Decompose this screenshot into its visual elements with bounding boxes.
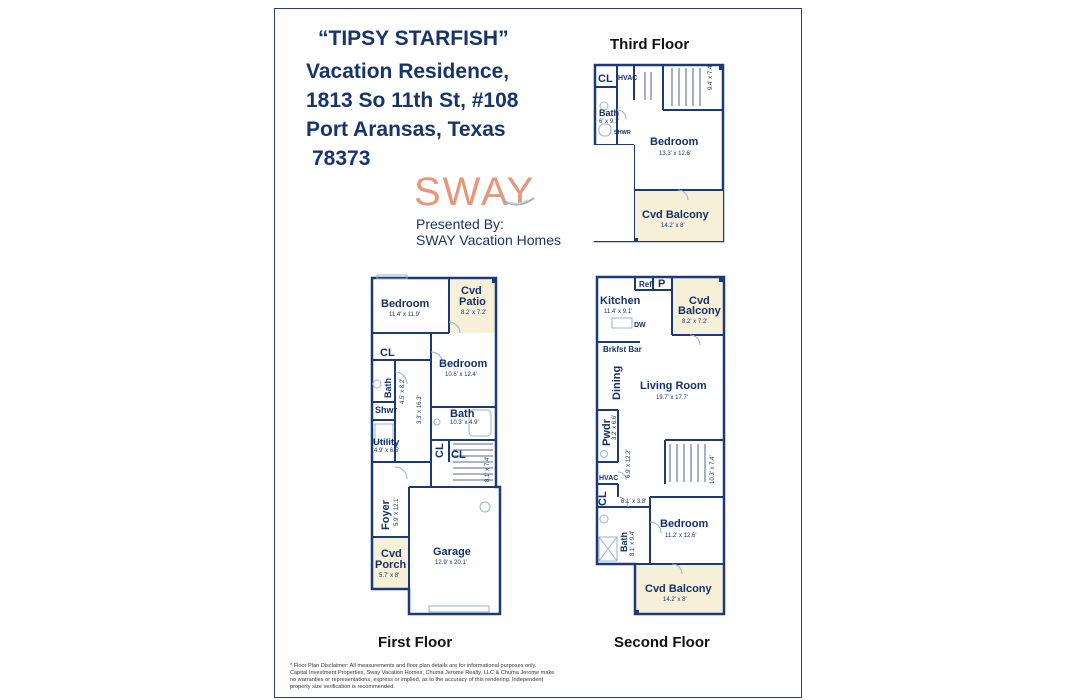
first-bath-b-label: Bath xyxy=(450,408,475,420)
first-bath-b-dim: 10.3' x 4.9' xyxy=(450,420,479,426)
third-bath-label: Bath xyxy=(599,108,619,118)
second-cl-dim: 6.1' x 3.8' xyxy=(621,499,647,505)
property-street: 1813 So 11th St, #108 xyxy=(306,89,519,112)
first-cl-b-label: CL xyxy=(434,443,446,458)
first-bath-a-label: Bath xyxy=(383,378,393,398)
second-balcony-b-label: Cvd Balcony xyxy=(645,583,712,595)
second-kitchen-dim: 11.4' x 9.1' xyxy=(604,309,633,315)
third-balcony-label: Cvd Balcony xyxy=(642,209,709,221)
first-floor-title: First Floor xyxy=(378,634,453,651)
second-bedroom-label: Bedroom xyxy=(660,518,709,530)
first-cl-c-label: CL xyxy=(451,449,466,461)
first-foyer-label: Foyer xyxy=(380,500,392,530)
first-floor-plan xyxy=(365,272,515,622)
second-powder-dim: 3.2' x 6.6' xyxy=(612,414,618,440)
first-patio-label-2: Patio xyxy=(459,296,486,308)
first-garage-label: Garage xyxy=(433,546,471,558)
floor-plan-disclaimer: * Floor Plan Disclaimer: All measurements and floor plan details are for informational purposes only. Capital Investment Properties, Sway Vacation Homes, Chuma Jerome Realty, LLC & Chuma Jerome make no warranties or representations, express or implied, as to the accuracy of this rendering. Independent property size verification is recommended. xyxy=(290,663,555,690)
second-hvac-label: HVAC xyxy=(599,475,619,482)
property-city: Port Aransas, Texas xyxy=(306,118,506,141)
third-hvac-label: HVAC xyxy=(618,75,638,82)
third-bedroom-dim: 13.3' x 12.6' xyxy=(659,151,691,157)
second-dining-label: Dining xyxy=(611,365,623,400)
first-bedroom-a-label: Bedroom xyxy=(381,298,430,310)
second-bedroom-dim: 11.2' x 12.6' xyxy=(665,533,697,539)
second-living-label: Living Room xyxy=(640,380,707,392)
first-porch-label: Cvd xyxy=(381,548,402,560)
second-kitchen-label: Kitchen xyxy=(600,295,641,307)
first-bath-a-dim: 4.5' x 8.2' xyxy=(400,378,406,404)
first-patio-dim: 8.2' x 7.2' xyxy=(461,310,487,316)
second-living-dim: 19.7' x 17.7' xyxy=(656,395,688,401)
second-hall-dim: 6.9' x 12.2' xyxy=(626,449,632,478)
third-stair-dim: 9.4' x 7.4' xyxy=(708,64,714,90)
first-cl-a-label: CL xyxy=(380,347,395,359)
first-foyer-dim: 5.9' x 12.1' xyxy=(394,497,400,526)
sway-logo-swoosh-icon xyxy=(500,194,536,208)
first-porch-dim: 5.7' x 8' xyxy=(379,573,400,579)
second-powder-label: Pwdr xyxy=(601,419,613,446)
third-bath-dim: 6' x 9.1' xyxy=(599,119,620,125)
first-utility-dim: 4.9' x 6.5' xyxy=(374,448,400,454)
first-utility-label: Utility xyxy=(373,437,400,448)
third-floor-title: Third Floor xyxy=(610,36,690,53)
second-balcony-b-dim: 14.2' x 8' xyxy=(663,597,687,603)
property-zip: 78373 xyxy=(312,147,371,170)
third-balcony-dim: 14.2' x 8' xyxy=(661,223,685,229)
sway-logo: SWAY xyxy=(414,170,536,214)
second-pantry-label: P xyxy=(658,278,666,290)
second-floor-plan xyxy=(590,272,735,622)
second-cl-label: CL xyxy=(597,491,609,506)
first-bedroom-b-label: Bedroom xyxy=(439,358,488,370)
second-balcony-a-label: Cvd xyxy=(689,295,710,307)
first-bedroom-b-dim: 10.6' x 12.4' xyxy=(445,372,477,378)
second-breakfast-bar-label: Brkfst Bar xyxy=(603,345,642,354)
second-bath-dim: 8.1' x 9.4' xyxy=(630,530,636,556)
second-ref-label: Ref xyxy=(639,280,652,289)
second-stair-dim: 10.3' x 7.4' xyxy=(710,455,716,484)
first-stair-dim: 8.1' x 7.4' xyxy=(485,456,491,482)
first-patio-label: Cvd xyxy=(461,285,482,297)
first-porch-label-2: Porch xyxy=(375,559,407,571)
first-shower-label: Shwr xyxy=(375,405,398,415)
third-bedroom-label: Bedroom xyxy=(650,136,699,148)
second-floor-title: Second Floor xyxy=(614,634,710,651)
third-floor-plan xyxy=(590,60,730,245)
presented-by-label: Presented By: xyxy=(416,216,504,232)
second-balcony-a-dim: 8.2' x 7.2' xyxy=(682,319,708,325)
second-balcony-a-label-2: Balcony xyxy=(678,305,721,317)
third-cl-label: CL xyxy=(598,73,613,85)
second-dw-label: DW xyxy=(634,322,646,329)
property-name: “TIPSY STARFISH” xyxy=(318,27,509,50)
first-bedroom-a-dim: 11.4' x 11.9' xyxy=(389,312,421,318)
property-type: Vacation Residence, xyxy=(306,60,510,83)
company-name: SWAY Vacation Homes xyxy=(416,232,561,248)
first-garage-dim: 12.9' x 20.1' xyxy=(435,560,467,566)
third-shower-label: SHWR xyxy=(614,130,631,136)
first-hall-dim: 3.3' x 16.3' xyxy=(417,395,423,424)
second-bath-label: Bath xyxy=(619,532,629,552)
